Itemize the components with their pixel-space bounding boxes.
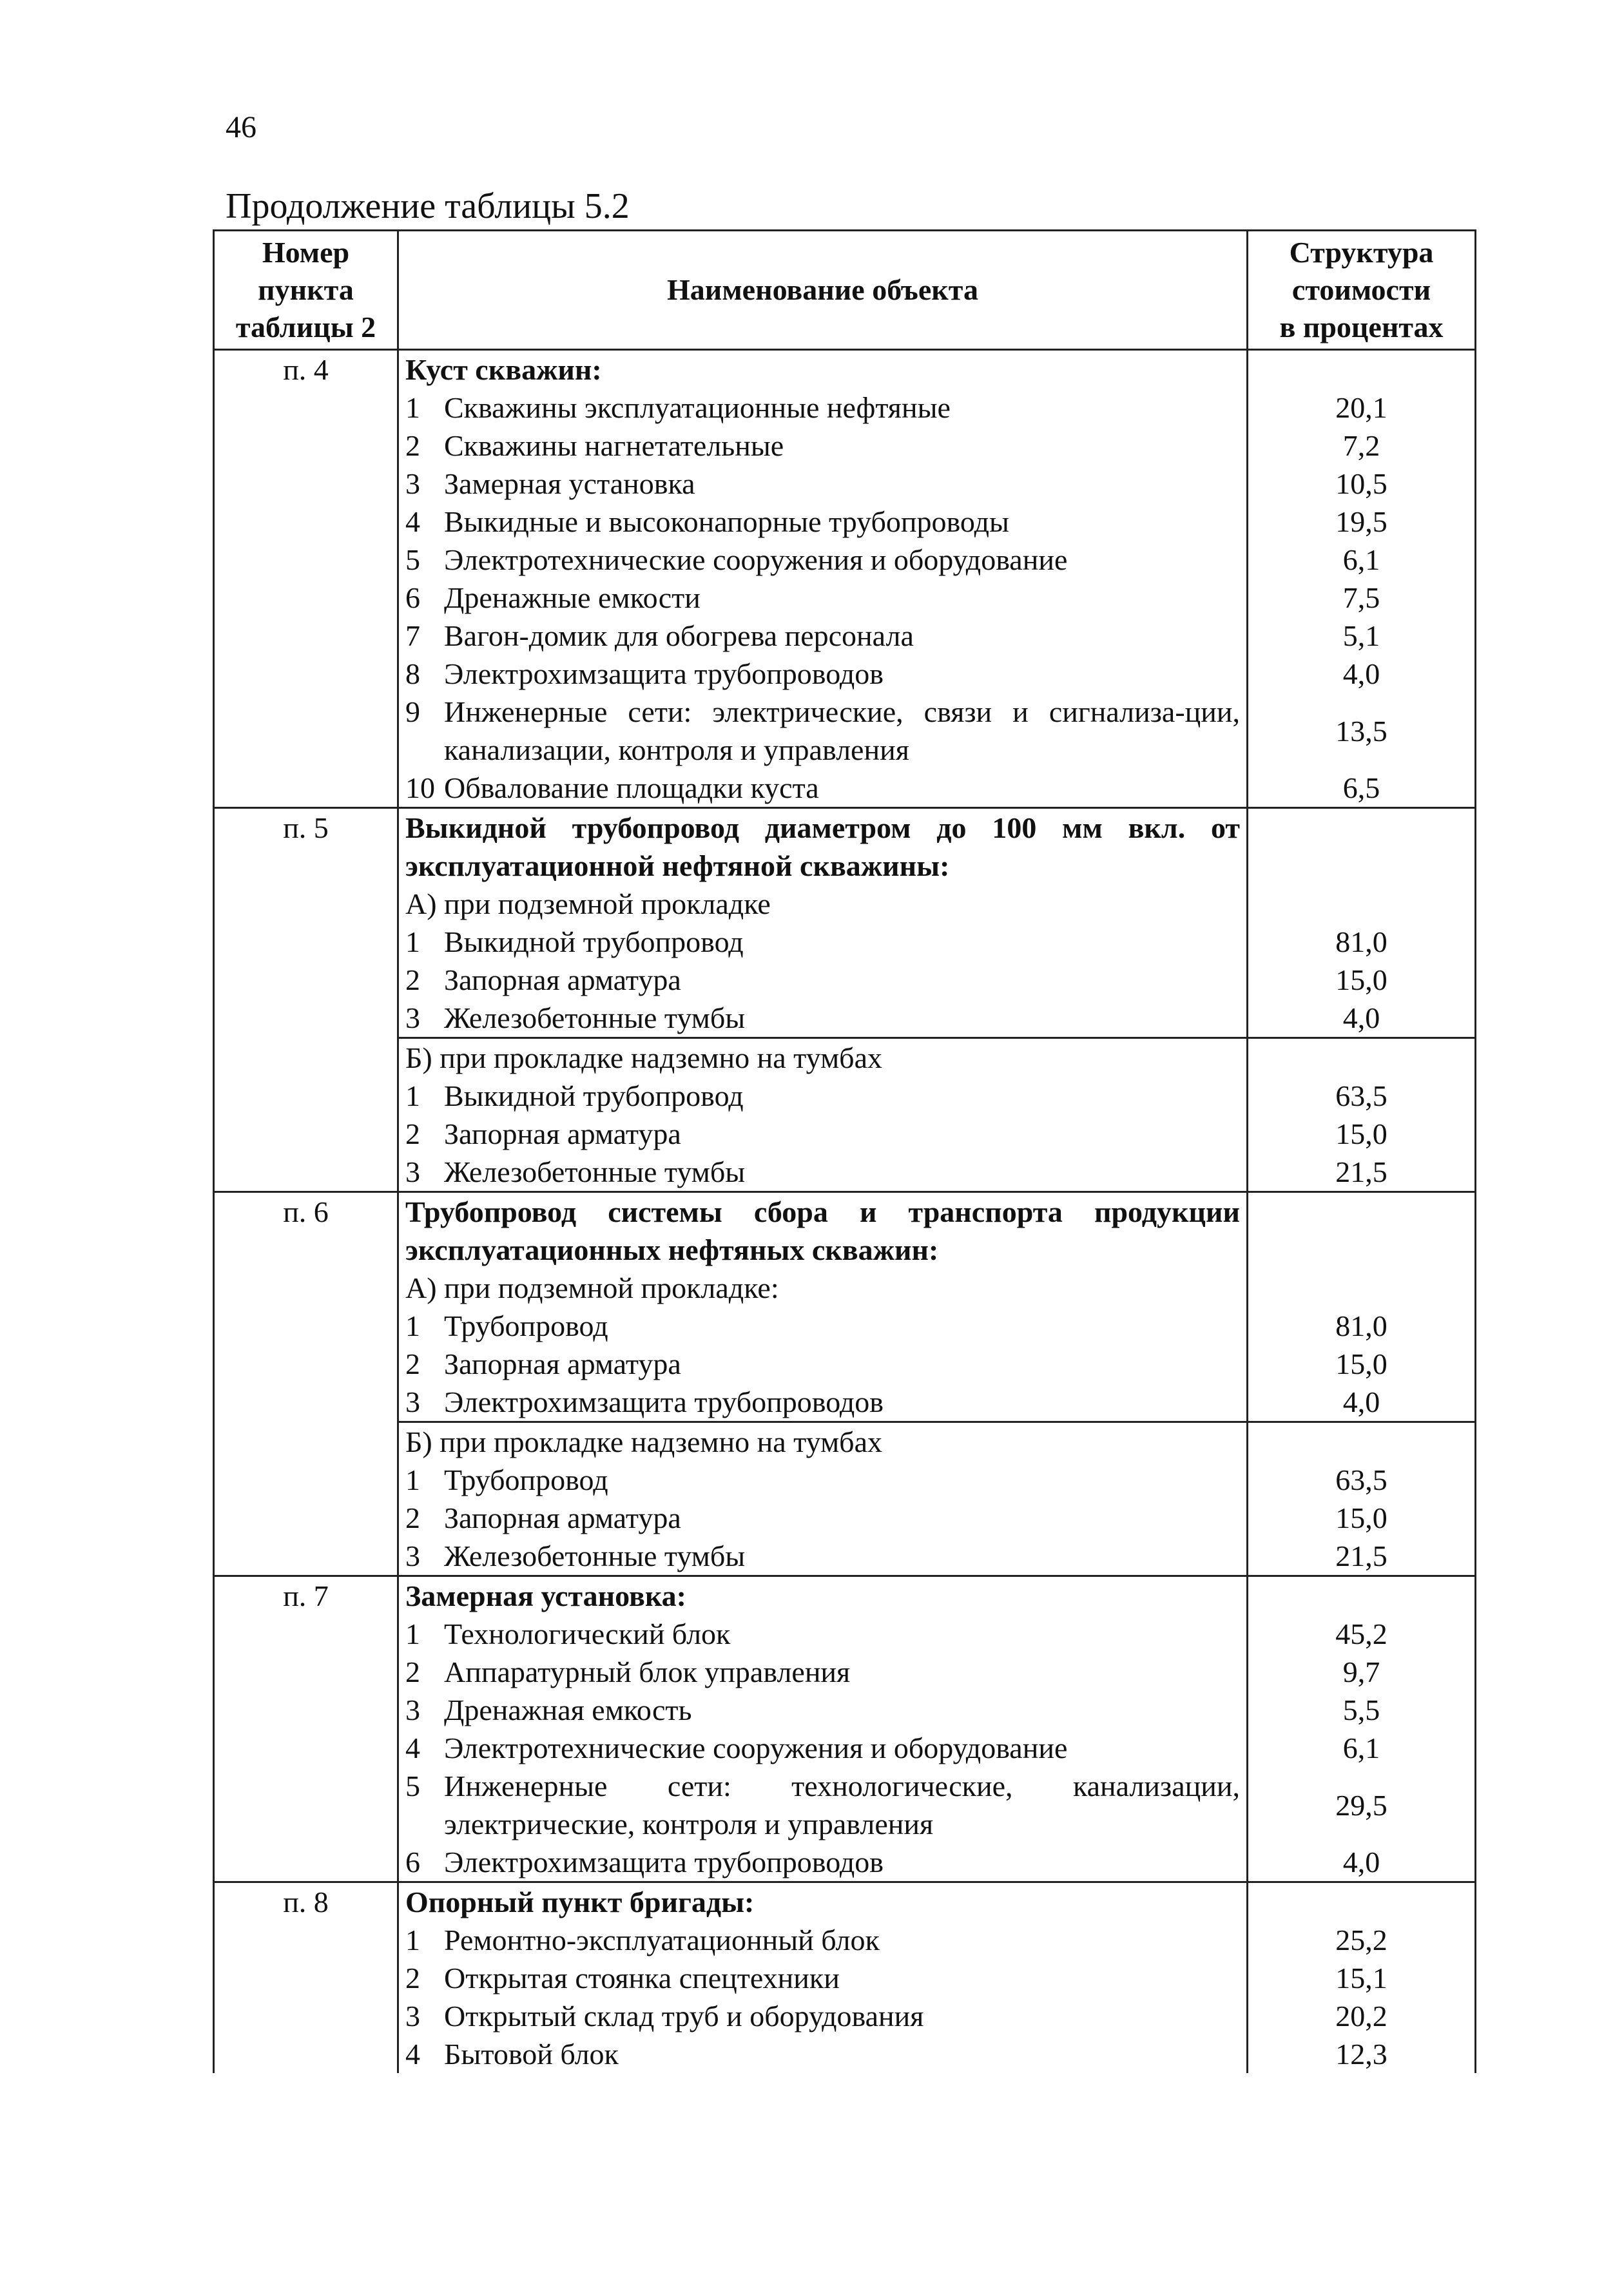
item-index: 2 — [405, 1962, 420, 1994]
item-text: Вагон-домик для обогрева персонала — [444, 619, 914, 652]
item-index: 9 — [405, 695, 420, 728]
item-number-cell — [214, 1383, 398, 1422]
table-row — [214, 389, 1476, 427]
item-name-cell — [398, 1461, 1248, 1499]
item-name-cell — [398, 769, 1248, 808]
item-text: Железобетонные тумбы — [444, 1540, 746, 1572]
item-text: Бытовой блок — [444, 2038, 619, 2070]
item-value-cell: 6,5 — [1248, 769, 1476, 808]
item-number-cell — [214, 465, 398, 503]
table-row — [214, 1038, 1476, 1077]
item-index: 6 — [405, 581, 420, 614]
item-name-cell — [398, 1038, 1248, 1077]
item-number-cell — [214, 1691, 398, 1729]
item-value-cell — [1248, 1422, 1476, 1462]
item-number-cell — [214, 1077, 398, 1115]
section-title: Куст скважин: — [405, 353, 602, 386]
item-number-cell — [214, 1921, 398, 1959]
item-text: Электрохимзащита трубопроводов — [444, 1846, 884, 1878]
item-number-cell — [214, 693, 398, 769]
item-name-cell — [398, 1882, 1248, 1922]
item-name-cell — [398, 693, 1248, 769]
item-value-cell: 21,5 — [1248, 1153, 1476, 1192]
subgroup-label: А) при подземной прокладке: — [405, 1271, 779, 1304]
list-item — [405, 1383, 1240, 1421]
item-index: 3 — [405, 1155, 420, 1188]
list-item — [405, 1537, 1240, 1575]
header-cost-structure — [1248, 231, 1476, 350]
list-item — [405, 999, 1240, 1037]
table-row — [214, 1729, 1476, 1767]
item-name-cell — [398, 923, 1248, 961]
item-number-cell — [214, 579, 398, 617]
item-number-cell — [214, 541, 398, 579]
table-caption: Продолжение таблицы 5.2 — [226, 186, 630, 226]
list-item — [405, 1153, 1240, 1191]
item-text: Ремонтно-эксплуатационный блок — [444, 1924, 880, 1956]
subgroup-label: А) при подземной прокладке — [405, 887, 771, 920]
subgroup-label: Б) при прокладке надземно на тумбах — [405, 1425, 882, 1458]
list-item — [405, 389, 1240, 427]
item-number-cell — [214, 1269, 398, 1307]
list-item — [405, 1307, 1240, 1345]
item-value-cell: 4,0 — [1248, 999, 1476, 1038]
item-number-cell — [214, 1653, 398, 1691]
table-row — [214, 541, 1476, 579]
table-row — [214, 465, 1476, 503]
table-row — [214, 1537, 1476, 1576]
item-index: 2 — [405, 429, 420, 462]
item-value-cell: 5,5 — [1248, 1691, 1476, 1729]
item-value-cell: 6,1 — [1248, 1729, 1476, 1767]
table-row — [214, 1077, 1476, 1115]
item-value-cell: 81,0 — [1248, 1307, 1476, 1345]
table-row — [214, 1576, 1476, 1616]
item-value-cell: 6,1 — [1248, 541, 1476, 579]
item-text: Открытый склад труб и оборудования — [444, 2000, 924, 2032]
item-value-cell — [1248, 1576, 1476, 1616]
list-item — [405, 1921, 1240, 1959]
item-number-cell — [214, 1537, 398, 1576]
item-name-cell — [398, 1269, 1248, 1307]
item-text: Запорная арматура — [444, 963, 681, 996]
list-item — [405, 1345, 1240, 1383]
item-name-cell — [398, 1691, 1248, 1729]
item-name-cell — [398, 617, 1248, 655]
item-value-cell: 10,5 — [1248, 465, 1476, 503]
item-number-cell — [214, 1115, 398, 1153]
item-name-cell — [398, 1153, 1248, 1192]
item-value-cell: 4,0 — [1248, 1383, 1476, 1422]
item-number-cell — [214, 961, 398, 999]
section-number: п. 7 — [214, 1576, 398, 1616]
item-name-cell — [398, 2035, 1248, 2073]
item-index: 3 — [405, 1540, 420, 1572]
item-text: Дренажные емкости — [444, 581, 701, 614]
list-item — [405, 541, 1240, 579]
item-name-cell — [398, 1615, 1248, 1653]
table-header-row — [214, 231, 1476, 350]
list-item — [405, 1843, 1240, 1881]
item-text: Выкидной трубопровод — [444, 1079, 744, 1112]
item-name-cell — [398, 961, 1248, 999]
item-index: 1 — [405, 1924, 420, 1956]
item-number-cell — [214, 1422, 398, 1462]
list-item — [405, 693, 1240, 769]
item-index: 1 — [405, 925, 420, 958]
list-item — [405, 427, 1240, 465]
item-name-cell — [398, 808, 1248, 885]
section-number: п. 4 — [214, 350, 398, 389]
item-text: Инженерные сети: электрические, связи и сигнализа-ции, канализации, контроля и управления — [444, 695, 1240, 766]
item-text: Обвалование площадки куста — [444, 771, 819, 804]
item-value-cell: 5,1 — [1248, 617, 1476, 655]
item-value-cell: 15,0 — [1248, 1499, 1476, 1537]
item-number-cell — [214, 1843, 398, 1882]
table-row — [214, 350, 1476, 389]
table-row — [214, 961, 1476, 999]
item-text: Электротехнические сооружения и оборудование — [444, 1732, 1068, 1764]
item-name-cell — [398, 1115, 1248, 1153]
item-value-cell: 20,1 — [1248, 389, 1476, 427]
item-index: 5 — [405, 543, 420, 576]
item-name-cell — [398, 541, 1248, 579]
table-row — [214, 1345, 1476, 1383]
section-title: Замерная установка: — [405, 1579, 686, 1612]
item-name-cell — [398, 999, 1248, 1038]
item-value-cell: 7,2 — [1248, 427, 1476, 465]
item-number-cell — [214, 1461, 398, 1499]
item-name-cell — [398, 1843, 1248, 1882]
item-name-cell — [398, 1422, 1248, 1462]
item-index: 2 — [405, 1117, 420, 1150]
list-item — [405, 1767, 1240, 1843]
item-index: 1 — [405, 1617, 420, 1650]
cost-structure-table-container — [213, 229, 1474, 2073]
item-text: Аппаратурный блок управления — [444, 1655, 851, 1688]
item-number-cell — [214, 1959, 398, 1997]
item-name-cell — [398, 1499, 1248, 1537]
item-value-cell — [1248, 350, 1476, 389]
item-index: 7 — [405, 619, 420, 652]
item-name-cell — [398, 1307, 1248, 1345]
item-text: Электротехнические сооружения и оборудование — [444, 543, 1068, 576]
item-value-cell: 7,5 — [1248, 579, 1476, 617]
subgroup-label: Б) при прокладке надземно на тумбах — [405, 1041, 882, 1074]
item-index: 3 — [405, 1001, 420, 1034]
table-row — [214, 1153, 1476, 1192]
list-item — [405, 465, 1240, 503]
table-row — [214, 503, 1476, 541]
item-name-cell — [398, 885, 1248, 923]
header-object-name: Наименование объекта — [398, 231, 1248, 350]
item-value-cell: 12,3 — [1248, 2035, 1476, 2073]
item-name-cell — [398, 465, 1248, 503]
item-index: 8 — [405, 657, 420, 690]
item-index: 1 — [405, 391, 420, 424]
item-name-cell — [398, 503, 1248, 541]
item-index: 1 — [405, 1079, 420, 1112]
table-row — [214, 1461, 1476, 1499]
item-name-cell — [398, 1921, 1248, 1959]
table-row — [214, 1422, 1476, 1462]
header-line: стоимости — [1291, 273, 1431, 306]
item-name-cell — [398, 1729, 1248, 1767]
header-line: Номер — [262, 236, 350, 269]
item-number-cell — [214, 1767, 398, 1843]
item-number-cell — [214, 1345, 398, 1383]
item-name-cell — [398, 1653, 1248, 1691]
item-name-cell — [398, 389, 1248, 427]
item-name-cell — [398, 1537, 1248, 1576]
item-text: Запорная арматура — [444, 1501, 681, 1534]
item-index: 1 — [405, 1309, 420, 1342]
item-text: Электрохимзащита трубопроводов — [444, 657, 884, 690]
item-text: Запорная арматура — [444, 1117, 681, 1150]
item-value-cell — [1248, 808, 1476, 885]
item-value-cell: 20,2 — [1248, 1997, 1476, 2035]
list-item — [405, 1653, 1240, 1691]
table-row — [214, 1921, 1476, 1959]
item-number-cell — [214, 885, 398, 923]
item-text: Открытая стоянка спецтехники — [444, 1962, 840, 1994]
list-item — [405, 1997, 1240, 2035]
table-row — [214, 1615, 1476, 1653]
item-number-cell — [214, 1153, 398, 1192]
item-value-cell — [1248, 1038, 1476, 1077]
item-index: 3 — [405, 467, 420, 500]
item-index: 6 — [405, 1846, 420, 1878]
item-index: 3 — [405, 1385, 420, 1418]
item-text: Скважины эксплуатационные нефтяные — [444, 391, 951, 424]
item-name-cell — [398, 579, 1248, 617]
item-number-cell — [214, 427, 398, 465]
item-number-cell — [214, 923, 398, 961]
item-value-cell: 4,0 — [1248, 655, 1476, 693]
item-name-cell — [398, 1077, 1248, 1115]
table-row — [214, 427, 1476, 465]
item-index: 2 — [405, 1655, 420, 1688]
item-index: 3 — [405, 2000, 420, 2032]
list-item — [405, 923, 1240, 961]
item-text: Дренажная емкость — [444, 1694, 692, 1726]
section-number: п. 6 — [214, 1192, 398, 1269]
item-name-cell — [398, 1576, 1248, 1616]
item-text: Железобетонные тумбы — [444, 1001, 746, 1034]
table-row — [214, 1192, 1476, 1269]
item-value-cell: 25,2 — [1248, 1921, 1476, 1959]
item-text: Железобетонные тумбы — [444, 1155, 746, 1188]
item-value-cell: 45,2 — [1248, 1615, 1476, 1653]
item-text: Запорная арматура — [444, 1347, 681, 1380]
section-title: Опорный пункт бригады: — [405, 1886, 755, 1918]
item-value-cell — [1248, 1192, 1476, 1269]
table-row — [214, 1499, 1476, 1537]
item-number-cell — [214, 2035, 398, 2073]
item-text: Выкидной трубопровод — [444, 925, 744, 958]
item-value-cell: 13,5 — [1248, 693, 1476, 769]
table-row — [214, 1843, 1476, 1882]
item-number-cell — [214, 1997, 398, 2035]
section-number: п. 8 — [214, 1882, 398, 1922]
item-value-cell: 19,5 — [1248, 503, 1476, 541]
item-index: 5 — [405, 1770, 420, 1802]
table-row — [214, 1115, 1476, 1153]
table-row — [214, 999, 1476, 1038]
list-item — [405, 1461, 1240, 1499]
item-text: Инженерные сети: технологические, канализации, электрические, контроля и управления — [444, 1770, 1240, 1840]
item-name-cell — [398, 427, 1248, 465]
item-number-cell — [214, 1499, 398, 1537]
item-number-cell — [214, 1615, 398, 1653]
table-row — [214, 885, 1476, 923]
item-name-cell — [398, 655, 1248, 693]
item-text: Трубопровод — [444, 1309, 608, 1342]
table-row — [214, 1997, 1476, 2035]
item-number-cell — [214, 1307, 398, 1345]
table-row — [214, 1269, 1476, 1307]
list-item — [405, 769, 1240, 807]
table-row — [214, 1653, 1476, 1691]
item-name-cell — [398, 1959, 1248, 1997]
table-row — [214, 1307, 1476, 1345]
item-index: 4 — [405, 2038, 420, 2070]
list-item — [405, 2035, 1240, 2073]
item-value-cell: 29,5 — [1248, 1767, 1476, 1843]
header-item-number — [214, 231, 398, 350]
item-text: Трубопровод — [444, 1463, 608, 1496]
item-number-cell — [214, 617, 398, 655]
item-value-cell — [1248, 885, 1476, 923]
list-item — [405, 961, 1240, 999]
item-value-cell: 15,1 — [1248, 1959, 1476, 1997]
table-row — [214, 923, 1476, 961]
item-number-cell — [214, 655, 398, 693]
item-value-cell: 21,5 — [1248, 1537, 1476, 1576]
list-item — [405, 1729, 1240, 1767]
item-number-cell — [214, 769, 398, 808]
item-number-cell — [214, 1729, 398, 1767]
table-row — [214, 2035, 1476, 2073]
item-value-cell: 81,0 — [1248, 923, 1476, 961]
table-row — [214, 769, 1476, 808]
item-value-cell: 9,7 — [1248, 1653, 1476, 1691]
item-name-cell — [398, 1767, 1248, 1843]
item-name-cell — [398, 1383, 1248, 1422]
table-row — [214, 1959, 1476, 1997]
list-item — [405, 1959, 1240, 1997]
item-number-cell — [214, 389, 398, 427]
table-row — [214, 808, 1476, 885]
item-text: Технологический блок — [444, 1617, 731, 1650]
item-text: Замерная установка — [444, 467, 695, 500]
table-row — [214, 1691, 1476, 1729]
list-item — [405, 1499, 1240, 1537]
list-item — [405, 579, 1240, 617]
table-row — [214, 617, 1476, 655]
list-item — [405, 1077, 1240, 1115]
item-index: 4 — [405, 1732, 420, 1764]
table-row — [214, 693, 1476, 769]
item-index: 2 — [405, 1347, 420, 1380]
item-value-cell: 63,5 — [1248, 1461, 1476, 1499]
header-line: таблицы 2 — [235, 311, 376, 343]
item-text: Скважины нагнетательные — [444, 429, 784, 462]
item-name-cell — [398, 1192, 1248, 1269]
table-row — [214, 1383, 1476, 1422]
header-line: Структура — [1289, 236, 1434, 269]
section-title: Выкидной трубопровод диаметром до 100 мм вкл. от эксплуатационной нефтяной скважины: — [405, 811, 1240, 882]
list-item — [405, 1691, 1240, 1729]
list-item — [405, 1615, 1240, 1653]
item-value-cell — [1248, 1882, 1476, 1922]
header-line: в процентах — [1279, 311, 1444, 343]
item-number-cell — [214, 999, 398, 1038]
section-title: Трубопровод системы сбора и транспорта продукции эксплуатационных нефтяных скважин: — [405, 1195, 1240, 1266]
cost-structure-table — [213, 229, 1476, 2073]
table-row — [214, 1882, 1476, 1922]
table-row — [214, 655, 1476, 693]
list-item — [405, 617, 1240, 655]
list-item — [405, 1115, 1240, 1153]
item-name-cell — [398, 1997, 1248, 2035]
item-text: Выкидные и высоконапорные трубопроводы — [444, 505, 1009, 538]
item-value-cell: 63,5 — [1248, 1077, 1476, 1115]
item-index: 3 — [405, 1694, 420, 1726]
item-value-cell — [1248, 1269, 1476, 1307]
page-number: 46 — [226, 110, 256, 144]
item-name-cell — [398, 350, 1248, 389]
item-value-cell: 15,0 — [1248, 1345, 1476, 1383]
section-number: п. 5 — [214, 808, 398, 885]
item-index: 2 — [405, 1501, 420, 1534]
item-name-cell — [398, 1345, 1248, 1383]
item-text: Электрохимзащита трубопроводов — [444, 1385, 884, 1418]
table-row — [214, 1767, 1476, 1843]
item-index: 4 — [405, 505, 420, 538]
list-item — [405, 655, 1240, 693]
item-value-cell: 4,0 — [1248, 1843, 1476, 1882]
header-line: пункта — [258, 273, 354, 306]
item-index: 1 — [405, 1463, 420, 1496]
item-index: 10 — [405, 771, 435, 804]
list-item — [405, 503, 1240, 541]
table-body — [214, 350, 1476, 2074]
item-value-cell: 15,0 — [1248, 961, 1476, 999]
item-value-cell: 15,0 — [1248, 1115, 1476, 1153]
table-row — [214, 579, 1476, 617]
item-index: 2 — [405, 963, 420, 996]
item-number-cell — [214, 503, 398, 541]
item-number-cell — [214, 1038, 398, 1077]
